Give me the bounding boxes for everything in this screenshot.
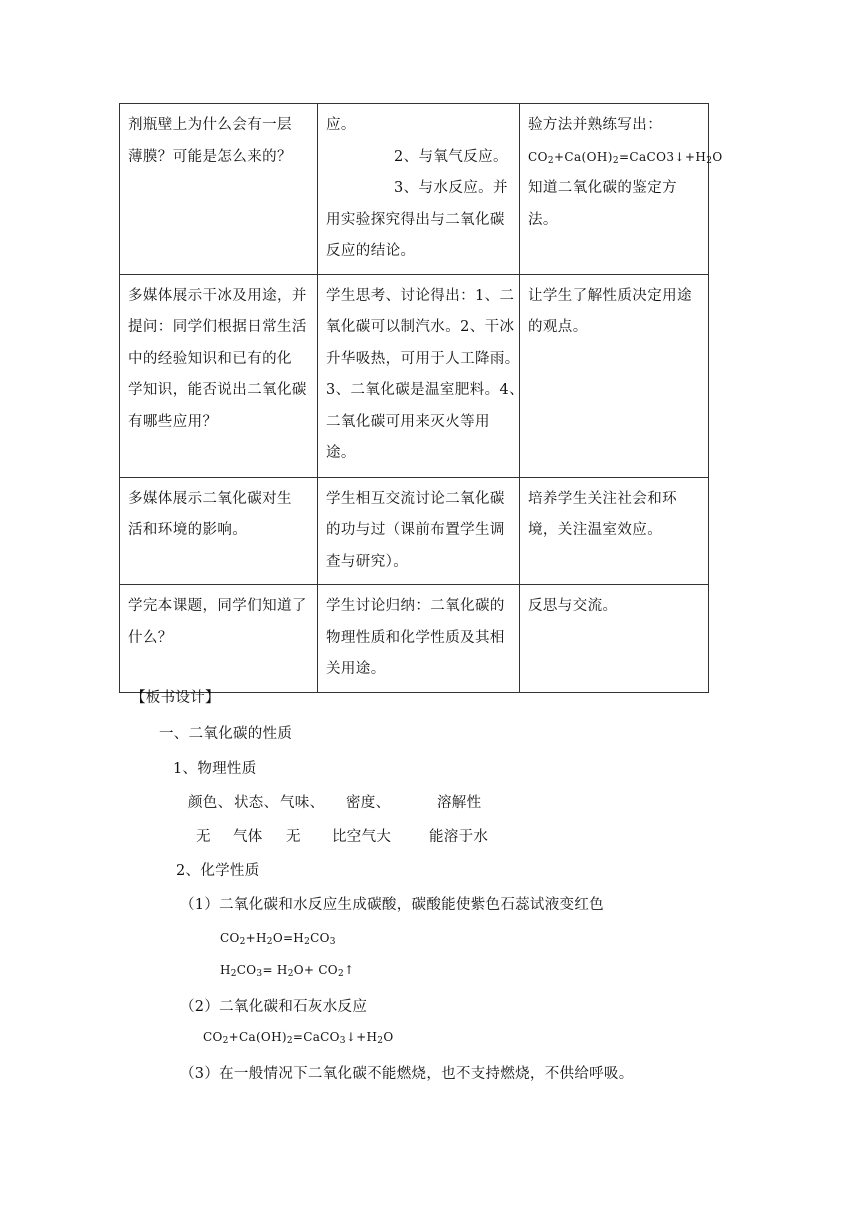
property-item: （2）二氧化碳和石灰水反应 xyxy=(180,999,368,1015)
cell-line: 反应的结论。 xyxy=(326,243,416,259)
cell-line: 多媒体展示二氧化碳对生 xyxy=(128,490,292,507)
table-row xyxy=(120,477,709,585)
chemical-equation: $H_2CO_3= H_2O+$ $CO_2↑$ xyxy=(220,963,355,979)
student-activity-cell xyxy=(318,104,520,275)
cell-line: 升华吸热，可用于人工降雨。 xyxy=(326,350,520,367)
cell-line: 验方法并熟练写出： xyxy=(528,117,663,133)
cell-line: 查与研究）。 xyxy=(326,553,409,570)
teacher-activity-cell xyxy=(120,477,318,585)
lesson-plan-table xyxy=(119,103,723,693)
cell-line: 有哪些应用？ xyxy=(128,413,218,430)
cell-line: 用实验探究得出与二氧化碳 xyxy=(326,211,505,228)
section-title: 一、二氧化碳的性质 xyxy=(159,726,293,742)
property-value: 气体 xyxy=(233,829,263,845)
property-value: 比空气大 xyxy=(332,829,392,845)
section-heading: 【板书设计】 xyxy=(131,690,220,706)
cell-line: 学生相互交流讨论二氧化碳 xyxy=(326,490,505,507)
cell-line: 2、与氧气反应。 xyxy=(394,148,508,165)
cell-line: 反思与交流。 xyxy=(528,598,618,614)
cell-line: 二氧化碳可用来灭火等用 xyxy=(326,413,490,430)
table-row xyxy=(120,274,709,477)
property-label: 状态、 xyxy=(234,795,279,811)
student-activity-cell xyxy=(318,477,520,585)
cell-line: 学知识，能否说出二氧化碳 xyxy=(128,382,307,398)
student-activity-cell xyxy=(318,585,520,693)
chemical-equation: $CO_2+H_2O=H_2CO_3$ xyxy=(220,931,336,947)
cell-line: 途。 xyxy=(326,445,356,461)
property-value: 能溶于水 xyxy=(429,829,489,845)
property-item: （1）二氧化碳和水反应生成碳酸，碳酸能使紫色石蕊试液变红色 xyxy=(180,897,604,913)
design-intent-cell xyxy=(520,585,709,693)
cell-line: 氧化碳可以制汽水。2、干冰 xyxy=(326,319,515,335)
teacher-activity-cell xyxy=(120,585,318,693)
teacher-activity-cell xyxy=(120,104,318,275)
subsection-title: 1、物理性质 xyxy=(173,761,257,777)
property-value: 无 xyxy=(286,829,301,845)
table-row xyxy=(120,104,709,275)
cell-line: 法。 xyxy=(528,211,558,228)
cell-line: 3、与水反应。并 xyxy=(394,180,508,196)
property-label: 颜色、 xyxy=(188,795,233,811)
cell-line: 让学生了解性质决定用途 xyxy=(528,287,692,304)
cell-line: 学生思考、讨论得出：1、二 xyxy=(326,287,515,304)
design-intent-cell xyxy=(520,477,709,585)
cell-line: 的观点。 xyxy=(528,319,588,335)
chemical-equation: $CO_2+Ca(OH)_2=CaCO_3↓+H_2O$ xyxy=(203,1030,394,1046)
cell-line: 物理性质和化学性质及其相 xyxy=(326,629,505,646)
property-item: （3）在一般情况下二氧化碳不能燃烧，也不支持燃烧，不供给呼吸。 xyxy=(180,1066,634,1082)
cell-line: 薄膜？可能是怎么来的？ xyxy=(128,148,292,165)
property-label: 气味、 xyxy=(280,795,325,811)
cell-line: 关用途。 xyxy=(326,661,386,677)
property-label: 溶解性 xyxy=(437,795,482,811)
design-intent-cell xyxy=(520,274,709,477)
cell-line: 应。 xyxy=(326,117,356,133)
cell-line: 境，关注温室效应。 xyxy=(528,522,663,538)
cell-line: 提问：同学们根据日常生活 xyxy=(128,319,307,335)
cell-line: 知道二氧化碳的鉴定方 xyxy=(528,180,677,196)
property-value: 无 xyxy=(196,829,211,845)
chemical-equation: $CO_2+Ca(OH)_2=CaCO3↓+H_2O$ xyxy=(528,149,723,166)
cell-line: 3、二氧化碳是温室肥料。4、 xyxy=(326,382,525,398)
cell-line: 学生讨论归纳：二氧化碳的 xyxy=(326,598,505,614)
cell-line: 什么？ xyxy=(128,629,173,646)
cell-line: 中的经验知识和已有的化 xyxy=(128,350,292,367)
cell-line: 的功与过（课前布置学生调 xyxy=(326,522,505,538)
student-activity-cell xyxy=(318,274,525,477)
cell-line: 培养学生关注社会和环 xyxy=(528,490,677,507)
teacher-activity-cell xyxy=(120,274,318,477)
cell-line: 活和环境的影响。 xyxy=(128,522,248,538)
cell-line: 多媒体展示干冰及用途，并 xyxy=(128,287,307,304)
table-row xyxy=(120,585,709,693)
cell-line: 剂瓶壁上为什么会有一层 xyxy=(128,117,292,133)
cell-line: 学完本课题，同学们知道了 xyxy=(128,598,307,614)
design-intent-cell xyxy=(520,104,723,275)
subsection-title: 2、化学性质 xyxy=(176,863,260,879)
property-label: 密度、 xyxy=(346,795,391,811)
